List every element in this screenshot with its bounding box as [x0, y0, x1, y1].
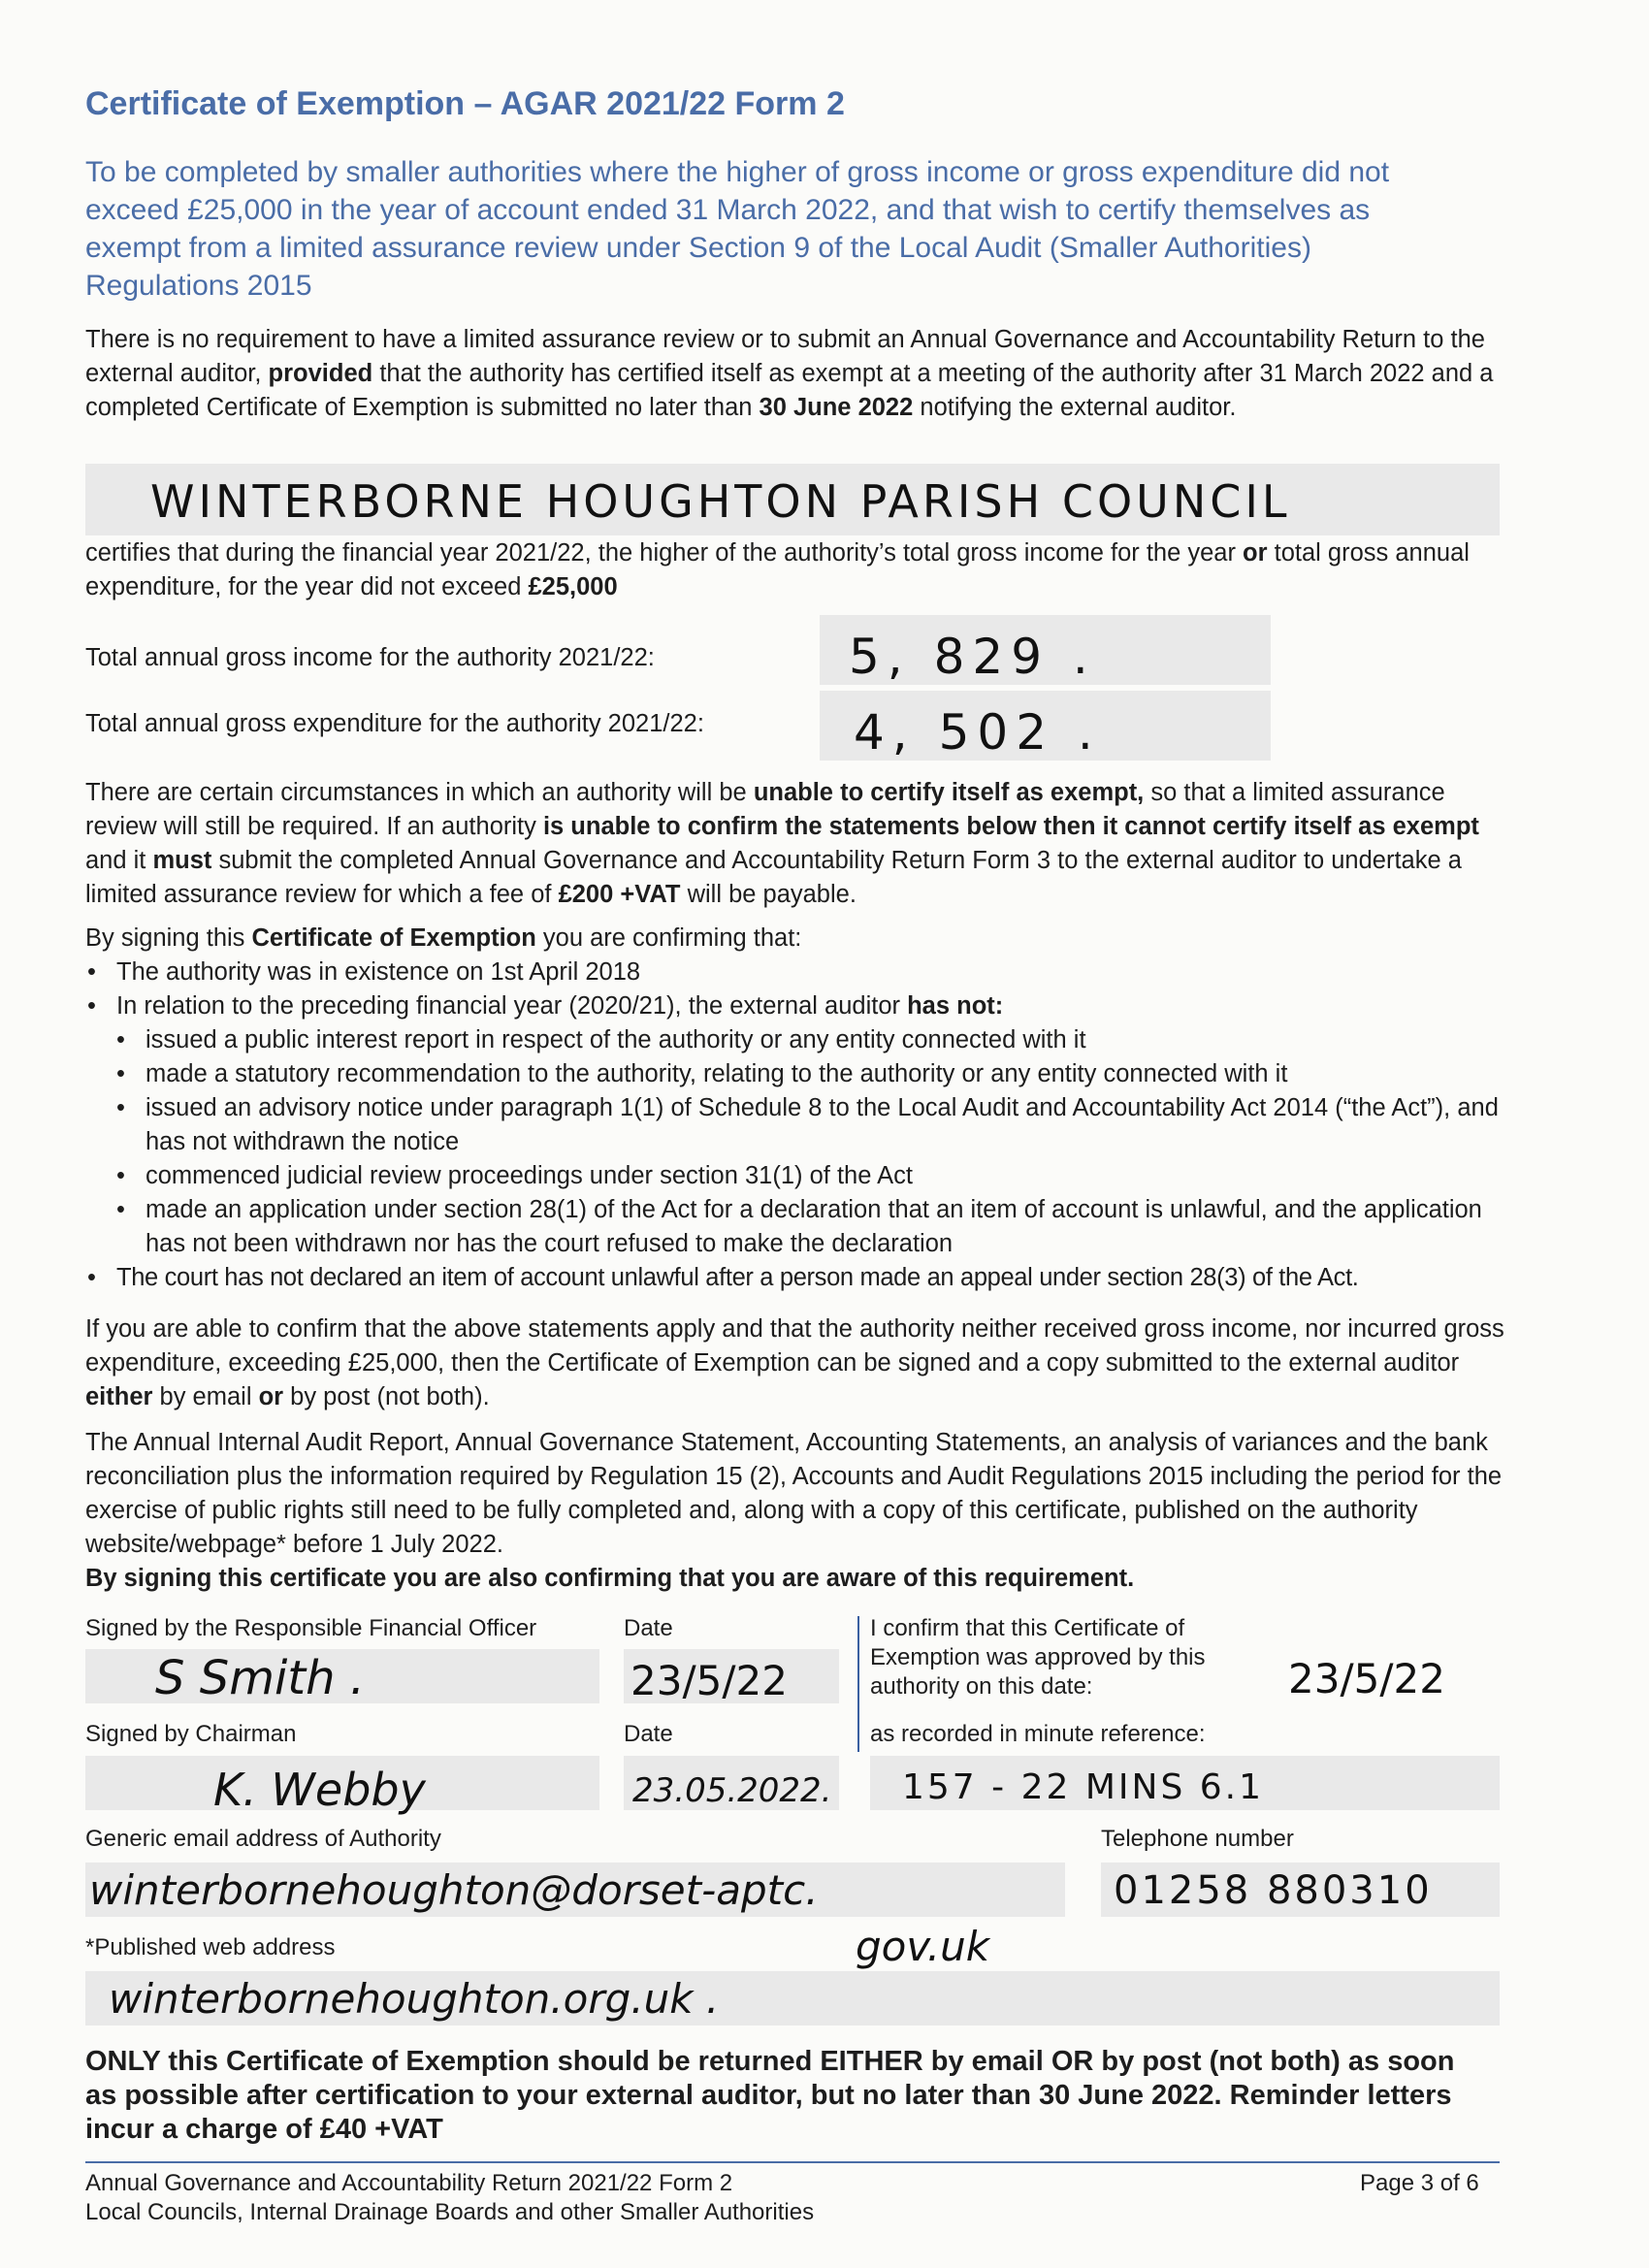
expenditure-label: Total annual gross expenditure for the authority 2021/22:: [85, 710, 704, 737]
rfo-date-label: Date: [624, 1615, 673, 1641]
para2-bold-limit: £25,000: [528, 573, 618, 600]
para4-text-a: By signing this: [85, 924, 252, 952]
para3-bold-must: must: [152, 847, 212, 874]
email-continued-handwritten: gov.uk: [856, 1923, 990, 1970]
para3-bold-b: unable to certify itself as exempt,: [753, 779, 1145, 806]
list-item: • issued an advisory notice under paragraph 1(1) of Schedule 8 to the Local Audit and Accountability Act 2014 (“the Act”), and has not withdrawn the notice: [85, 1091, 1511, 1159]
income-label: Total annual gross income for the authority 2021/22:: [85, 644, 655, 671]
para6-text-a: The Annual Internal Audit Report, Annual Governance Statement, Accounting Statements, an analysis of variances and the bank reconciliation plus the information required by Regulation 15 (2), Accounts and Audit Regulations 2015 including the period for the exercise of public rights still need to be fully completed and, along with a copy of this certificate, published on the authority website/webpage* before 1 July 2022.: [85, 1429, 1503, 1558]
para1-text-a: There is no requirement to have a limited assurance review or to submit an Annual Governance and Accountability Return to the external auditor,: [85, 326, 1485, 387]
footer-title: [85, 2169, 814, 2227]
chair-date-handwritten: 23.05.2022.: [632, 1771, 832, 1810]
submission-paragraph: [85, 1312, 1511, 1414]
email-handwritten: winterbornehoughton@dorset-aptc.: [89, 1866, 819, 1914]
para1-text-e: notifying the external auditor.: [913, 394, 1237, 421]
para4-text-c: you are confirming that:: [535, 924, 802, 952]
publication-paragraph: [85, 1426, 1511, 1596]
footer-line1: Annual Governance and Accountability Return 2021/22 Form 2: [85, 2170, 733, 2196]
para4-bold-b: Certificate of Exemption: [251, 924, 536, 952]
auditor-list: [85, 1023, 1511, 1261]
expenditure-value-handwritten: 4, 502 .: [854, 704, 1101, 761]
approval-text: I confirm that this Certificate of Exemption was approved by this authority on this date:: [870, 1615, 1206, 1700]
list-item: • issued a public interest report in respect of the authority or any entity connected with it: [85, 1023, 1511, 1057]
para5-text-c: by email: [152, 1383, 259, 1410]
para5-text-a: If you are able to confirm that the above statements apply and that the authority neither received gross income, nor incurred gross expenditure, exceeding £25,000, then the Certificate of Exemption can be signed and a copy submitted to the external auditor: [85, 1315, 1504, 1377]
list-item: • made an application under section 28(1) of the Act for a declaration that an item of account is unlawful, and the application has not been withdrawn nor has the court refused to make the declaration: [85, 1193, 1511, 1261]
confirmation-list: [85, 956, 1511, 1023]
para2-text-c: total gross annual expenditure, for the year did not exceed: [85, 539, 1470, 600]
para1-bold-provided: provided: [268, 360, 373, 387]
confirming-section: [85, 922, 1511, 1295]
para6-bold-b: By signing this certificate you are also confirming that you are aware of this requirement.: [85, 1565, 1135, 1592]
para3-text-g: submit the completed Annual Governance and Accountability Return Form 3 to the external auditor to undertake a limited assurance review for which a fee of: [85, 847, 1462, 908]
telephone-label: Telephone number: [1101, 1826, 1294, 1852]
page-number: Page 3 of 6: [1360, 2170, 1479, 2196]
para1-text-c: that the authority has certified itself as exempt at a meeting of the authority after 31 March 2022 and a completed Certificate of Exemption is submitted no later than: [85, 360, 1494, 421]
para5-bold-either: either: [85, 1383, 153, 1410]
minute-reference-handwritten: 157 - 22 MINS 6.1: [902, 1767, 1264, 1807]
email-label: Generic email address of Authority: [85, 1826, 441, 1852]
income-value-handwritten: 5, 829 .: [849, 629, 1096, 685]
telephone-handwritten: 01258 880310: [1114, 1868, 1433, 1913]
chair-signature-handwritten: K. Webby: [213, 1764, 426, 1816]
para3-bold-d: is unable to confirm the statements below then it cannot certify itself as exempt: [542, 813, 1479, 840]
confirming-intro: [85, 922, 1511, 956]
web-address-handwritten: winterbornehoughton.org.uk .: [109, 1975, 720, 2023]
list-item: • The court has not declared an item of account unlawful after a person made an appeal under section 28(3) of the Act.: [85, 1261, 1511, 1295]
list-item-bold: has not:: [907, 992, 1004, 1020]
court-list: [85, 1261, 1511, 1295]
requirement-paragraph: [85, 323, 1511, 425]
para3-text-i: will be payable.: [680, 881, 857, 908]
chair-signature-label: Signed by Chairman: [85, 1721, 297, 1747]
para3-text-e: and it: [85, 847, 153, 874]
list-item: • The authority was in existence on 1st April 2018: [85, 956, 1511, 989]
web-address-label: *Published web address: [85, 1934, 336, 1960]
intro-text: To be completed by smaller authorities where the higher of gross income or gross expenditure did not exceed £25,000 in the year of account ended 31 March 2022, and that wish to certify themselves as exempt from a limited assurance review under Section 9 of the Local Audit (Smaller Authorities) Regulations 2015: [85, 156, 1390, 302]
list-item: • made a statutory recommendation to the authority, relating to the authority or any entity connected with it: [85, 1057, 1511, 1091]
return-instruction: ONLY this Certificate of Exemption should be returned EITHER by email OR by post (not both) as soon as possible after certification to your external auditor, but no later than 30 June 2022. Reminder letters incur a charge of £40 +VAT: [85, 2046, 1455, 2145]
para2-bold-or: or: [1243, 539, 1268, 567]
certifies-paragraph: [85, 536, 1502, 604]
rfo-signature-handwritten: S Smith .: [155, 1651, 366, 1705]
chair-date-label: Date: [624, 1721, 673, 1747]
minute-reference-label: as recorded in minute reference:: [870, 1721, 1206, 1747]
para3-bold-fee: £200 +VAT: [558, 881, 681, 908]
signature-divider: [857, 1616, 859, 1752]
list-item: • commenced judicial review proceedings under section 31(1) of the Act: [85, 1159, 1511, 1193]
page-title: Certificate of Exemption – AGAR 2021/22 Form 2: [85, 85, 845, 122]
para2-text-a: certifies that during the financial year 2021/22, the higher of the authority’s total gross income for the year: [85, 539, 1244, 567]
para5-text-e: by post (not both).: [283, 1383, 490, 1410]
rfo-signature-label: Signed by the Responsible Financial Officer: [85, 1615, 537, 1641]
rfo-date-handwritten: 23/5/22: [630, 1657, 788, 1704]
para3-text-a: There are certain circumstances in which an authority will be: [85, 779, 754, 806]
footer-line2: Local Councils, Internal Drainage Boards and other Smaller Authorities: [85, 2199, 815, 2225]
footer-rule: [85, 2161, 1500, 2163]
approval-date-handwritten: 23/5/22: [1288, 1655, 1445, 1702]
para3-text-c: so that a limited assurance review will still be required. If an authority: [85, 779, 1445, 840]
circumstances-paragraph: [85, 776, 1511, 912]
list-item-text: In relation to the preceding financial year (2020/21), the external auditor: [116, 992, 908, 1020]
para5-bold-or: or: [258, 1383, 284, 1410]
list-item: [85, 989, 1511, 1023]
authority-name-handwritten: WINTERBORNE HOUGHTON PARISH COUNCIL: [150, 475, 1291, 528]
para1-bold-deadline: 30 June 2022: [759, 394, 914, 421]
